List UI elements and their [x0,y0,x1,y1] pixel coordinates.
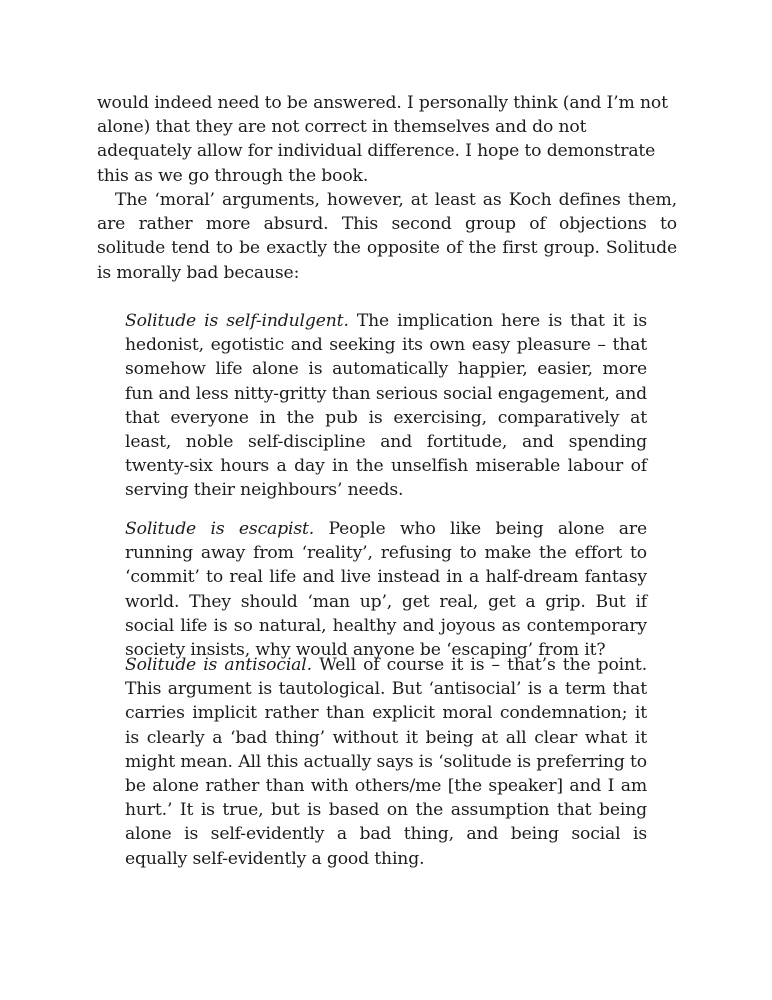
paragraph-continuation: would indeed need to be answered. I personally think (and I’m not alone) that they are not correct in themselves and do not adequately allow for individual difference. I hope to demonstrate this as we go through the book. [97,93,668,186]
list-item-escapist [125,517,647,662]
list-item-self-indulgent [125,309,647,503]
item-lead: Solitude is antisocial. [125,655,312,675]
item-lead: Solitude is escapist. [125,519,315,539]
paragraph-moral-arguments: The ‘moral’ arguments, however, at least as Koch defines them, are rather more absurd. This second group of objections to solitude tend to be exactly the opposite of the first group. Solitude is morally bad because: [97,190,677,283]
item-body: Well of course it is – that’s the point. This argument is tautological. But ‘antisocial’ is a term that carries implicit rather than explicit moral condemnation; it is clearly a ‘bad thing’ without it being at all clear what it might mean. All this actually says is ‘solitude is preferring to be alone rather than with others/me [the speaker] and I am hurt.’ It is true, but is based on the assumption that being alone is self-evidently a bad thing, and being social is equally self-evidently a good thing. [125,655,648,869]
list-item-antisocial [125,653,647,871]
item-lead: Solitude is self-indulgent. [125,311,349,331]
item-body: People who like being alone are running away from ‘reality’, refusing to make the effort to ‘commit’ to real life and live instead in a half-dream fantasy world. They should ‘man up’, get real, get a grip. But if social life is so natural, healthy and joyous as contemporary society insists, why would anyone be ‘escaping’ from it? [125,519,647,661]
item-body: The implication here is that it is hedonist, egotistic and seeking its own easy pleasure – that somehow life alone is automatically happier, easier, more fun and less nitty-gritty than serious social engagement, and that everyone in the pub is exercising, comparatively at least, noble self-discipline and fortitude, and spending twenty-six hours a day in the unselfish miserable labour of serving their neighbours’ needs. [125,311,647,501]
